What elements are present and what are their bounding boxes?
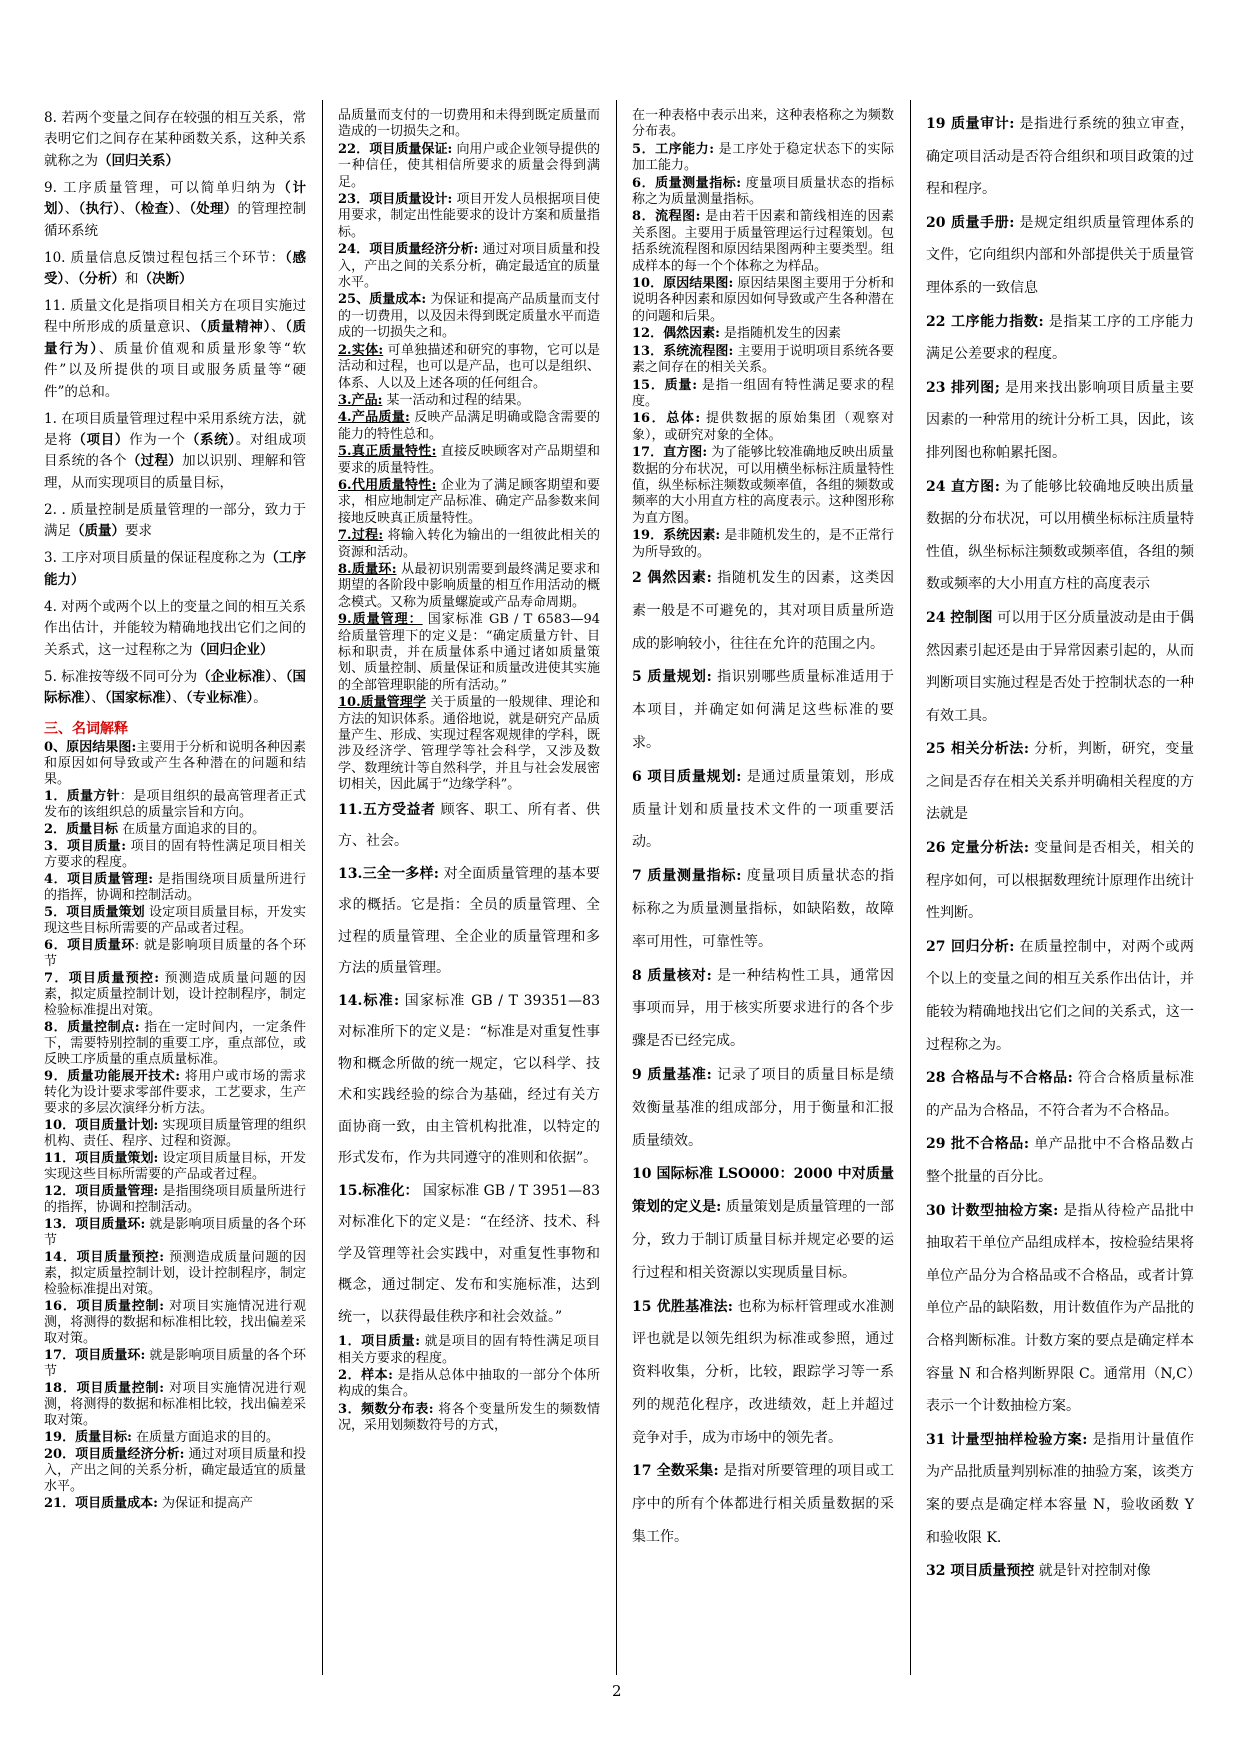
entry-text: 在一种表格中表示出来，这种表格称之为频数分布表。 <box>632 108 894 140</box>
entry <box>632 960 894 1058</box>
entry <box>926 471 1194 601</box>
entry-term: 3.产品: <box>338 392 383 408</box>
entry-text: 就是针对控制对像 <box>1034 1563 1151 1580</box>
entry <box>926 207 1194 305</box>
entry-text: 设定项目质量目标，开发实现这些目标所需要的产品或者过程。 <box>44 904 306 936</box>
entry-text: 通过对项目质量和投入，产出之间的关系分析，确定最适宜的质量水平。 <box>44 1446 306 1494</box>
entry-text: 度量项目质量状态的指标称之为质量测量指标。 <box>632 175 894 208</box>
entry-text: 企业为了满足顾客期望和要求，相应地制定产品标准、确定产品参数来间接地反映真正质量特性。 <box>338 477 600 526</box>
entry-text: 是一种结构性工具，通常因事项而异，用于核实所要求进行的各个步骤是否已经完成。 <box>632 967 894 1050</box>
entry-term: 0、原因结果图: <box>44 739 137 755</box>
entry <box>44 1069 306 1117</box>
entry-term: 31 计量型抽样检验方案: <box>926 1431 1088 1448</box>
entry-term: 17．直方图: <box>632 445 708 461</box>
entry <box>338 859 600 985</box>
term-definitions-list-spaced <box>926 108 1194 1588</box>
entry-term: 10．原因结果图: <box>632 276 734 292</box>
entry <box>632 562 894 660</box>
entry-text: 品质量而支付的一切费用和未得到既定质量而造成的一切损失之和。 <box>338 108 600 140</box>
entry-term: 10．项目质量计划: <box>44 1117 159 1133</box>
entry-term: 11．项目质量策划: <box>44 1150 159 1166</box>
entry <box>44 1184 306 1216</box>
entry <box>926 372 1194 470</box>
entry-term: 16．总体: <box>632 411 701 427</box>
entry-term: 6．项目质量环 <box>44 937 135 953</box>
entry <box>632 276 894 325</box>
entry <box>632 1158 894 1289</box>
entry-term: 7 质量测量指标: <box>632 868 742 885</box>
entry <box>926 832 1194 930</box>
entry-text: 主要用于说明项目系统各要素之间存在的相关关系。 <box>632 343 894 376</box>
entry <box>44 1250 306 1298</box>
entry-text: 顾客、职工、所有者、供方、社会。 <box>338 801 600 850</box>
entry-term: 12．偶然因素: <box>632 326 720 342</box>
entry-term: 4．项目质量管理: <box>44 871 154 887</box>
entry-text: 就是项目的固有特性满足项目相关方要求的程度。 <box>338 1334 600 1366</box>
entry <box>44 409 306 495</box>
entry-term: 20 质量手册: <box>926 214 1015 231</box>
entry-text: 可单独描述和研究的事物，它可以是活动和过程，也可以是产品，也可以是组织、体系、人以及上述各项的任何组合。 <box>338 342 600 391</box>
entry-text: 是通过质量策划，形成质量计划和质量技术文件的一项重要活动。 <box>632 768 894 851</box>
entry <box>632 1455 894 1553</box>
entry <box>44 178 306 242</box>
entry-text: 单产品批中不合格品数占整个批量的百分比。 <box>926 1136 1194 1185</box>
term-definitions-list-spaced <box>632 562 894 1554</box>
entry <box>338 192 600 241</box>
entry-text: 是用来找出影响项目质量主要因素的一种常用的统计分析工具，因此，该排列图也称帕累托图。 <box>926 379 1194 461</box>
entry-text: 是工序处于稳定状态下的实际加工能力。 <box>632 141 894 174</box>
entry <box>44 1217 306 1249</box>
column-3 <box>632 108 894 1664</box>
entry-text: 为了能够比较确地反映出质量数据的分布状况，可以用横坐标标注质量特性值，纵坐标标注频数或频率值，各组的频数或频率的大小用直方柱的高度表示 <box>926 478 1194 593</box>
entry-text: 10. 质量信息反馈过程包括三个环节：（感受）、（分析）和（决断） <box>44 249 306 288</box>
entry <box>44 1151 306 1183</box>
entry-text: 关于质量的一般规律、理论和方法的知识体系。通俗地说，就是研究产品质量产生、形成、实现过程客观规律的学科，既涉及经济学、管理学等社会科学，又涉及数学、数理统计等自然科学，并且与社会发展密切相关，因此属于“边缘学科”。 <box>338 695 600 793</box>
entry-text: 度量项目质量状态的指标称之为质量测量指标，如缺陷数，故障率可用性，可靠性等。 <box>632 868 894 950</box>
entry-term: 23 排列图; <box>926 379 1000 396</box>
entry-text: 在质量控制中，对两个或两个以上的变量之间的相互关系作出估计，并能较为精确地找出它们之间的关系式，这一过程称之为。 <box>926 938 1194 1053</box>
entry-text: 在质量方面追求的目的。 <box>118 821 266 837</box>
entry <box>44 1496 306 1512</box>
entry <box>632 1291 894 1455</box>
entry-text: 将各个变量所发生的频数情况，采用划频数符号的方式， <box>338 1401 600 1434</box>
entry-text: 可以用于区分质量波动是由于偶然因素引起还是由于异常因素引起的，从而判断项目实施过程是否处于控制状态的一种有效工具。 <box>926 609 1194 724</box>
entry <box>338 1402 600 1435</box>
entry <box>44 971 306 1019</box>
column-1 <box>44 108 306 1664</box>
entry-term: 14.标准: <box>338 992 400 1009</box>
entry-text: 是指一组固有特性满足要求的程度。 <box>632 377 894 409</box>
entry <box>338 343 600 392</box>
entry-term: 25 相关分析法: <box>926 741 1030 758</box>
entry <box>926 1195 1194 1423</box>
entry <box>926 1128 1194 1193</box>
entry-text: 是指围绕项目质量所进行的指挥，协调和控制活动。 <box>44 1183 306 1215</box>
entry-text: : 就是影响项目质量的各个环节 <box>44 937 306 969</box>
entry <box>338 986 600 1175</box>
entry-text: 向用户或企业领导提供的一种信任，使其相信所要求的质量会得到满足。 <box>338 141 600 190</box>
entry-text: 为保证和提高产品质量而支付的一切费用，以及因未得到既定质量水平而造成的一切损失之和。 <box>338 292 600 341</box>
entry-text: 是指对所要管理的项目或工序中的所有个体都进行相关质量数据的采集工作。 <box>632 1463 894 1546</box>
entry-term: 7.过程: <box>338 528 384 544</box>
fill-blanks-list <box>44 108 306 709</box>
entry-text: 是指某工序的工序能力满足公差要求的程度。 <box>926 313 1194 363</box>
entry-text: 将用户或市场的需求转化为设计要求零部件要求，工艺要求，生产要求的多层次演绎分析方法。 <box>44 1068 306 1116</box>
entry-text: 是指从总体中抽取的一部分个体所构成的集合。 <box>338 1367 600 1400</box>
entry-term: 8.质量环: <box>338 561 397 577</box>
entry-term: 19 质量审计: <box>926 116 1015 132</box>
entry-text: 预测造成质量问题的因素，拟定质量控制计划，设计控制程序，制定检验标准提出对策。 <box>44 1249 306 1297</box>
entry <box>338 795 600 858</box>
entry <box>44 740 306 788</box>
entry-term: 15．质量: <box>632 377 697 393</box>
entry <box>632 326 894 342</box>
entry-term: 25、质量成本: <box>338 292 427 308</box>
entry <box>338 1176 600 1334</box>
entry <box>44 822 306 838</box>
entry <box>338 410 600 443</box>
entry-text: 主要用于分析和说明各种因素和原因如何导致或产生各种潜在的问题和结果。 <box>44 739 306 787</box>
entry <box>926 1062 1194 1127</box>
entry <box>632 378 894 411</box>
entry-term: 18．项目质量控制: <box>44 1380 165 1396</box>
entry <box>632 411 894 444</box>
entry-term: 17 全数采集: <box>632 1463 719 1480</box>
entry-text: 是指围绕项目质量所进行的指挥，协调和控制活动。 <box>44 871 306 903</box>
entry-text: 质量策划是质量管理的一部分，致力于制订质量目标并规定必要的运行过程和相关资源以实现质量目标。 <box>632 1199 894 1281</box>
entry-text: 对项目实施情况进行观测，将测得的数据和标准相比较，找出偏差采取对策。 <box>44 1298 306 1346</box>
entry-term: 10 国际标准 LSO000：2000 中对质量策划的定义是: <box>632 1166 894 1216</box>
entry <box>44 1348 306 1380</box>
entry-text: 是指进行系统的独立审查，确定项目活动是否符合组织和项目政策的过程和程序。 <box>926 116 1194 198</box>
entry <box>632 761 894 859</box>
entry-term: 9 质量基准: <box>632 1066 712 1083</box>
entry-text: 分析，判断，研究，变量之间是否存在相关关系并明确相关程度的方法就是 <box>926 741 1194 823</box>
entry-term: 7．项目质量预控: <box>44 970 160 986</box>
entry <box>926 108 1194 206</box>
entry-term: 24 控制图 <box>926 609 993 626</box>
entry-term: 23．项目质量设计: <box>338 192 453 208</box>
entry <box>44 500 306 543</box>
entry-term: 5 质量规划: <box>632 669 712 686</box>
entry-term: 13．系统流程图: <box>632 343 734 359</box>
entry <box>632 176 894 209</box>
entry-term: 17．项目质量环: <box>44 1347 146 1363</box>
entry <box>44 1299 306 1347</box>
entry-text: 也称为标杆管理或水准测评也就是以领先组织为标准或参照，通过资料收集，分析，比较，跟踪学习等一系列的规范化程序，改进绩效，赶上并超过竞争对手，成为市场中的领先者。 <box>632 1298 894 1446</box>
entry <box>632 528 894 561</box>
entry-term: 22 工序能力指数: <box>926 313 1044 330</box>
entry-text: 就是影响项目质量的各个环节 <box>44 1347 306 1379</box>
entry <box>338 1334 600 1367</box>
entry <box>338 478 600 527</box>
entry <box>44 597 306 661</box>
entry-text: 直接反映顾客对产品期望和要求的质量特性。 <box>338 444 600 476</box>
entry-text: 是非随机发生的，是不正常行为所导致的。 <box>632 528 894 560</box>
entry-text: 为保证和提高产 <box>157 1495 254 1511</box>
entry <box>338 1368 600 1401</box>
entry-text: 8. 若两个变量之间存在较强的相互关系，常表明它们之间存在某种函数关系，这种关系就称之为（回归关系） <box>44 110 306 169</box>
entry-text: 从最初识别需要到最终满足要求和期望的各阶段中影响质量的相互作用活动的概念模式。又称为质量螺旋或产品寿命周期。 <box>338 561 600 610</box>
entry-text: 1. 在项目质量管理过程中采用系统方法，就是将（项目）作为一个（系统）。对组成项目系统的各个（过程）加以识别、理解和管理，从而实现项目的质量目标， <box>44 410 306 491</box>
entry <box>632 661 894 759</box>
entry-term: 5．工序能力: <box>632 141 715 157</box>
entry-text: 是规定组织质量管理体系的文件，它向组织内部和外部提供关于质量管理体系的一致信息 <box>926 214 1194 296</box>
entry-term: 16．项目质量控制: <box>44 1298 165 1314</box>
entry-text: 5. 标准按等级不同可分为（企业标准）、（国际标准）、（国家标准）、（专业标准）。 <box>44 668 306 706</box>
entry-text: 项目开发人员根据项目使用要求，制定出性能要求的设计方案和质量指标。 <box>338 192 600 240</box>
entry-text: 是指从待检产品批中抽取若干单位产品组成样本，按检验结果将单位产品分为合格品或不合格品，或者计算单位产品的缺陷数，用计数值作为产品批的合格判断标准。计数方案的要点是确定样本容量 N 和合格判断界限 C。通常用（N,C）表示一个计数抽检方案。 <box>926 1202 1194 1415</box>
entry-text: 实现项目质量管理的组织机构、责任、程序、过程和资源。 <box>44 1117 306 1149</box>
entry <box>632 860 894 958</box>
entry-text: 是指随机发生的因素 <box>719 326 842 342</box>
page-number: 2 <box>612 1682 622 1700</box>
entry-term: 4.产品质量: <box>338 410 410 426</box>
entry-term: 12．项目质量管理: <box>44 1183 159 1199</box>
entry-term: 29 批不合格品: <box>926 1136 1030 1153</box>
entry-text: 9. 工序质量管理，可以简单归纳为（计划）、（执行）、（检查）、（处理）的管理控制循环系统 <box>44 179 306 239</box>
entry-term: 15 优胜基准法: <box>632 1298 733 1315</box>
entry <box>338 612 600 694</box>
section-title: 三、名词解释 <box>44 721 128 738</box>
entry-term: 3．频数分布表: <box>338 1401 434 1417</box>
entry-text: 国家标准 GB / T 3951—83 对标准化下的定义是：“在经济、技术、科学及管理等社会实践中，对重复性事物和概念，通过制定、发布和实施标准，达到统一，以获得最佳秩序和社会效益。” <box>338 1182 600 1325</box>
entry-text: 反映产品满足明确或隐含需要的能力的特性总和。 <box>338 410 600 442</box>
entry-text: 将输入转化为输出的一组彼此相关的资源和活动。 <box>338 528 600 560</box>
entry-term: 2.实体: <box>338 342 384 358</box>
entry <box>44 108 306 172</box>
entry-text: 在质量方面追求的目的。 <box>131 1429 280 1445</box>
entry <box>338 242 600 291</box>
entry-term: 6．质量测量指标: <box>632 175 742 191</box>
entry <box>926 931 1194 1061</box>
entry-term: 15.标准化： <box>338 1182 419 1199</box>
entry-term: 11.五方受益者 <box>338 801 436 818</box>
entry-term: 9．质量功能展开技术: <box>44 1068 181 1084</box>
entry <box>926 306 1194 371</box>
column-2 <box>338 108 600 1664</box>
entry-term: 28 合格品与不合格品: <box>926 1070 1073 1087</box>
entry-term: 27 回归分析: <box>926 938 1015 955</box>
term-definitions-list <box>338 108 600 794</box>
entry-text: 变量间是否相关，相关的程序如何，可以根据数理统计原理作出统计性判断。 <box>926 840 1194 922</box>
column-divider <box>616 100 617 1675</box>
column-divider <box>322 100 323 1675</box>
entry <box>632 108 894 141</box>
entry-text: 对全面质量管理的基本要求的概括。它是指：全员的质量管理、全过程的质量管理、全企业的质量管理和多方法的质量管理。 <box>338 865 600 977</box>
entry-term: 24 直方图: <box>926 478 1000 495</box>
entry-term: 10.质量管理学 <box>338 695 427 711</box>
entry-text: 预测造成质量问题的因素，拟定质量控制计划，设计控制程序，制定检验标准提出对策。 <box>44 970 306 1018</box>
entry-text: 符合合格质量标准的产品为合格品，不符合者为不合格品。 <box>926 1070 1194 1119</box>
entry <box>338 142 600 191</box>
entry <box>44 1020 306 1068</box>
entry <box>44 1381 306 1429</box>
entry-text: 国家标准 GB / T 39351—83 对标准所下的定义是：“标准是对重复性事物和概念所做的统一规定，它以科学、技术和实践经验的综合为基础，经过有关方面协商一致，由主管机构批准，以特定的形式发布，作为共同遵守的准则和依据”。 <box>338 992 600 1167</box>
entry-text: 对项目实施情况进行观测，将测得的数据和标准相比较，找出偏差采取对策。 <box>44 1380 306 1428</box>
entry <box>338 528 600 561</box>
entry <box>632 344 894 377</box>
entry-term: 8．质量控制点: <box>44 1019 140 1035</box>
entry-text: 通过对项目质量和投入，产出之间的关系分析，确定最适宜的质量水平。 <box>338 242 600 291</box>
entry <box>338 108 600 141</box>
entry-term: 8 质量核对: <box>632 967 712 984</box>
entry <box>632 445 894 527</box>
entry-text: 2. . 质量控制是质量管理的一部分，致力于满足（质量）要求 <box>44 501 306 540</box>
entry <box>338 695 600 793</box>
entry-term: 2 偶然因素: <box>632 569 712 586</box>
entry-term: 26 定量分析法: <box>926 840 1030 857</box>
entry-term: 13.三全一多样: <box>338 865 439 882</box>
entry-text: 指在一定时间内，一定条件下，需要特别控制的重要工序，重点部位，或反映工序质量的重点质量标准。 <box>44 1019 306 1067</box>
entry-text: ：是项目组织的最高管理者正式发布的该组织总的质量宗旨和方向。 <box>44 788 306 820</box>
entry-term: 9.质量管理： <box>338 612 423 628</box>
term-definitions-list <box>44 740 306 1512</box>
entry <box>926 1424 1194 1554</box>
entry-term: 32 项目质量预控 <box>926 1563 1035 1580</box>
entry-text: 是指用计量值作为产品批质量判别标准的抽验方案，该类方案的要点是确定样本容量 N，验收函数 Y 和验收限 K. <box>926 1431 1194 1546</box>
entry <box>44 905 306 937</box>
column-divider <box>910 100 911 1675</box>
entry-term: 1．项目质量: <box>338 1334 421 1350</box>
entry <box>44 548 306 591</box>
entry-text: 记录了项目的质量目标是绩效衡量基准的组成部分，用于衡量和汇报质量绩效。 <box>632 1066 894 1149</box>
entry <box>44 1430 306 1446</box>
entry-term: 2．质量目标 <box>44 821 119 837</box>
entry <box>632 142 894 175</box>
entry <box>338 444 600 477</box>
entry <box>926 1555 1194 1588</box>
entry-term: 3．项目质量: <box>44 838 127 854</box>
column-4 <box>926 108 1194 1664</box>
term-definitions-list <box>338 1334 600 1434</box>
entry-text: 某一活动和过程的结果。 <box>382 392 530 408</box>
entry-text: 就是影响项目质量的各个环节 <box>44 1216 306 1248</box>
entry <box>44 667 306 710</box>
entry-text: 11. 质量文化是指项目相关方在项目实施过程中所形成的质量意识、（质量精神）、（质量行为）、质量价值观和质量形象等“软件”以及所提供的项目或服务质量等“硬件”的总和。 <box>44 298 306 400</box>
entry <box>632 1059 894 1157</box>
entry-text: 为了能够比较准确地反映出质量数据的分布状况，可以用横坐标标注质量特性值，纵坐标标注频数或频率值，各组的频数或频率的大小用直方柱的高度表示。这种图形称为直方图。 <box>632 445 894 526</box>
entry <box>44 1447 306 1495</box>
entry-term: 14．项目质量预控: <box>44 1249 165 1265</box>
entry-term: 30 计数型抽检方案: <box>926 1202 1059 1219</box>
entry <box>632 209 894 275</box>
entry-term: 5．项目质量策划 <box>44 904 145 920</box>
term-definitions-list <box>632 108 894 561</box>
entry <box>44 296 306 403</box>
entry-text: 国家标准 GB / T 6583—94 给质量管理下的定义是：“确定质量方针、目标和职责，并在质量体系中通过诸如质量策划、质量控制、质量保证和质量改进使其实施的全部管理职能的所有活动。” <box>338 612 600 693</box>
entry-text: 指随机发生的因素，这类因素一般是不可避免的，其对项目质量所造成的影响较小，往往在允许的范围之内。 <box>632 569 894 652</box>
entry-text: 指识别哪些质量标准适用于本项目，并确定如何满足这些标准的要求。 <box>632 669 894 751</box>
entry-term: 20．项目质量经济分析: <box>44 1446 185 1462</box>
entry <box>338 562 600 611</box>
entry-term: 1．质量方针 <box>44 788 120 804</box>
entry-text: 设定项目质量目标，开发实现这些目标所需要的产品或者过程。 <box>44 1150 306 1182</box>
entry-text: 提供数据的原始集团（观察对象），或研究对象的全体。 <box>632 411 894 443</box>
entry-term: 21．项目质量成本: <box>44 1495 158 1511</box>
entry <box>44 789 306 821</box>
entry <box>926 602 1194 732</box>
entry-term: 6.代用质量特性: <box>338 477 437 493</box>
entry <box>44 1118 306 1150</box>
entry-text: 原因结果图主要用于分析和说明各种因素和原因如何导致或产生各种潜在的问题和后果。 <box>632 276 894 324</box>
entry-term: 22．项目质量保证: <box>338 141 453 157</box>
entry <box>338 393 600 409</box>
term-definitions-list-spaced <box>338 795 600 1334</box>
entry-term: 6 项目质量规划: <box>632 768 742 785</box>
entry-term: 24．项目质量经济分析: <box>338 242 479 258</box>
entry <box>44 839 306 871</box>
entry-text: 3. 工序对项目质量的保证程度称之为（工序能力） <box>44 550 306 588</box>
entry <box>926 733 1194 831</box>
entry-term: 2．样本: <box>338 1367 393 1383</box>
entry <box>44 248 306 291</box>
entry-term: 19．系统因素: <box>632 528 721 544</box>
entry <box>338 292 600 341</box>
entry-text: 是由若干因素和箭线相连的因素关系图。主要用于质量管理运行过程策划。包括系统流程图和原因结果图两种主要类型。组成样本的每一个个体称之为样品。 <box>632 209 894 274</box>
entry <box>44 872 306 904</box>
entry-term: 5.真正质量特性: <box>338 444 437 460</box>
entry-term: 19．质量目标: <box>44 1429 132 1445</box>
entry-text: 项目的固有特性满足项目相关方要求的程度。 <box>44 838 306 870</box>
entry-text: 4. 对两个或两个以上的变量之间的相互关系作出估计，并能较为精确地找出它们之间的关系式，这一过程称之为（回归企业） <box>44 598 306 658</box>
entry-term: 13．项目质量环: <box>44 1216 146 1232</box>
entry <box>44 938 306 970</box>
entry-term: 8．流程图: <box>632 209 701 225</box>
